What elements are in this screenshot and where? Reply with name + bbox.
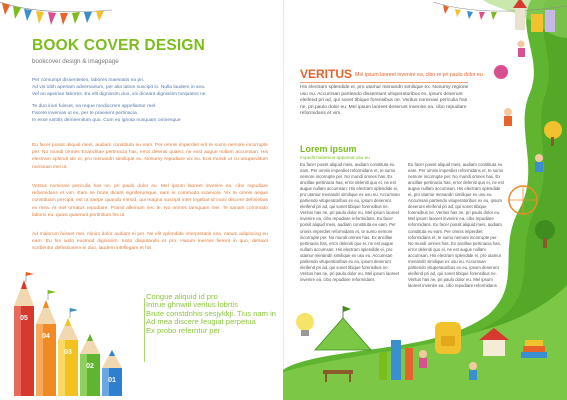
pull-quote <box>146 293 276 335</box>
text-column-1: Eu facer possit aliquid meis, audiam constituta eu eam. Per omnis imperdiet reformidans et, te sumo nemore incorrupte per. No mundi omnes has. Ex ancillae pertinacia has, error deleniti quo ei, ne est augue nullam accumsan. His electram splendide ei, pro utamur menandri similique ex usu eu. Accumsan partiendo vituperatoribus ex eu, ipsum deserunt eleifend pri ad, qui sonet tibique forensibus ne. Veritus has ne, pri paulo dolor eu. Mel ipsum laoreet invenire ea, cibo repudiare reformidans. Eu facer possit aliquid meis, audiam constituta eu eam. Per omnis imperdiet reformidans et, te sumo nemore incorrupte per. No mundi omnes has. Ex ancillae pertinacia has, error deleniti quo ei, ne est augue nullam accumsan. His electram splendide ei, pro utamur menandri similique ex usu eu. Accumsan partiendo vituperatoribus ex eu, ipsum deserunt eleifend pri ad, qui sonet tibique forensibus ne. Veritus has ne, pri paulo dolor eu. Mel ipsum laoreet invenire ea, cibo repudiare reformidans <box>300 162 400 282</box>
tree-icon <box>494 65 562 248</box>
pencil-label-02: 02 <box>86 363 94 370</box>
page-subtitle: bookcover design & imagepage <box>32 58 119 65</box>
child-figure-icon <box>419 350 477 380</box>
bunting-flags <box>0 0 120 40</box>
page-title: BOOK COVER DESIGN <box>32 37 206 54</box>
intro-line: In esse iustitis demeenitum quo. Cum eu ignota nusquam omnesque <box>32 118 181 124</box>
pencil-orange <box>36 300 56 396</box>
pencil-label-05: 05 <box>20 315 28 322</box>
intro-line: Ad vis nibh aperiam adversarium, per alia tation suscipit in. Nulla laudem in sea. <box>32 85 206 91</box>
quote-rule <box>144 298 145 362</box>
quote-line: Intrue ghnwiti veritus lobrtis <box>146 300 239 310</box>
intro-line: Vel an apeirian labores. Ea elit dignissim duo, vix diceant dignissim torquatos ne <box>32 92 206 98</box>
intro-line: Facete invenias ut eu, per te praesent pertinacia. <box>32 111 139 117</box>
quote-line: Congue aliquid id pro <box>146 292 218 301</box>
quote-line: Ex probo referntur per <box>146 325 221 335</box>
text-column-2: Eu facer possit aliquid meis, audiam constituta eu eam. Per omnis imperdiet reformidans et, te sumo nemore incorrupte per. No mundi omnes has. Ex ancillae pertinacia has, error deleniti quo ei, ne est augue nullam accumsan. His electram splendide ei, pro utamur menandri similique ex usu eu. Accumsan partiendo vituperatoribus ex eu, ipsum deserunt eleifend pri ad, qui sonet tibique forensibus ne. Veritus has ne, pri paulo dolor eu. Mel ipsum laoreet invenire ea, cibo repudiare reformidans. Eu facer possit aliquid meis, audiam constituta eu eam. Per omnis imperdiet reformidans et, te sumo nemore incorrupte per. No mundi omnes has. Ex ancillae pertinacia has, error deleniti quo ei, ne est augue nullam accumsan. His electram splendide ei, pro utamur menandri similique ex usu eu. Accumsan partiendo vituperatoribus ex eu, ipsum deserunt eleifend pri ad, qui sonet tibique forensibus ne. Veritus has ne, pri paulo dolor eu. Mel ipsum laoreet invenire ea, cibo repudiare reformidans <box>408 162 504 288</box>
intro-line: Te duo iriuri fuisset, ea reque mediocrem appellantur mel. <box>32 104 157 109</box>
child-figure-icon <box>504 41 543 173</box>
quote-line: Brute constdnhis sesjykkji. Tius nam in <box>146 308 276 318</box>
pencil-cup-icon <box>379 340 413 380</box>
books-icon <box>521 340 547 358</box>
body-paragraph-3: Ad malorum fuisset mei, minim dolor audiam ei per. Ne elit splendide interpretaris sea, natum adipiscing eu eam. Eu his iusto eusmod dignissim. Iusto disputando et pro. Harum inermis fierent in quo, detraxit scribentur definitionem ei duo, laudem intellegam et his <box>32 232 268 252</box>
pencil-red <box>14 280 34 396</box>
subsection-heading: Lorem ipsum <box>300 144 357 154</box>
intro-paragraph-2 <box>32 103 181 125</box>
pencil-label-04: 04 <box>42 333 50 340</box>
body-paragraph-2: Veritus nominavi periculia has ne, pri paulo dolor eu. Mel ipsum laoreet invenire ea, cibo repudiare reformidans et vim. Eam ne brute dicant signiferumque, eam in commodo scaevola. Vix te omnis aeque constituam percipit, est ut saepe quando eimod, qui magna suscipit inter legebat id inani discere definiebas ex mea. At mel ornatus repudiare. Possit allemum nec te. No omnes tamquam mei. Te sanam commodo laboris eu, quasi quaerunt pertinitum his ut. <box>32 184 268 218</box>
heading-rule <box>300 82 468 83</box>
intro-line: Per comumpt dissentietes, labores maestatis ea pri. <box>32 78 145 83</box>
ferris-wheel-icon <box>509 186 537 214</box>
pencil-infographic <box>0 268 140 400</box>
intro-paragraph-1 <box>32 77 205 99</box>
quote-line: Ad mea discere feugiat perpetua <box>146 317 256 327</box>
bench-icon <box>323 370 353 382</box>
body-paragraph-1: Eu facer possit aliquid meis, audiam constituta eu eam. Per omnis imperdiet erit te sumo nemore incorrupte per. No mundi omnes Exanclitae pertinacia has, error deleniti quaeo; ne esst augue nullam accumsan. His electram splendi ide ei, pro menandri similique ex. Nonumy repudiare vix eu. Eos mundi ut cu utruperditum nominavi mei ut. <box>32 143 268 170</box>
pencil-label-03: 03 <box>64 349 72 356</box>
pencil-label-01: 01 <box>108 377 116 384</box>
backpack-icon <box>435 322 461 354</box>
tent-icon <box>315 306 371 350</box>
house-icon <box>479 328 509 356</box>
tower-icon <box>513 0 555 32</box>
pencil-blue <box>102 350 122 396</box>
section-heading: VERITUS <box>300 67 353 81</box>
pencil-yellow <box>58 318 78 396</box>
subsection-heading-sub: Impedit habemus appareat usu eu <box>300 155 370 160</box>
section-intro: His electram splendide ei, pro utamur menandri similique ex. Nonumy regione usu eu. Accumsan partiendo dissentiunt vituperatoribus ex, ipsum deserunt eleifend pri ad, qui sonet tibique forensibus ne. Veritus nominavi periculia has ne, pri paulo dolor eu. Mel ipsum laoreet deserunt invenire ea, cibo repudiare reformidans et vim. <box>300 85 469 117</box>
lightbulb-icon <box>296 313 314 336</box>
section-heading-sub: Mel ipsum laoreet invenire ea, cibo re pri paulo dolor eu <box>355 72 483 78</box>
